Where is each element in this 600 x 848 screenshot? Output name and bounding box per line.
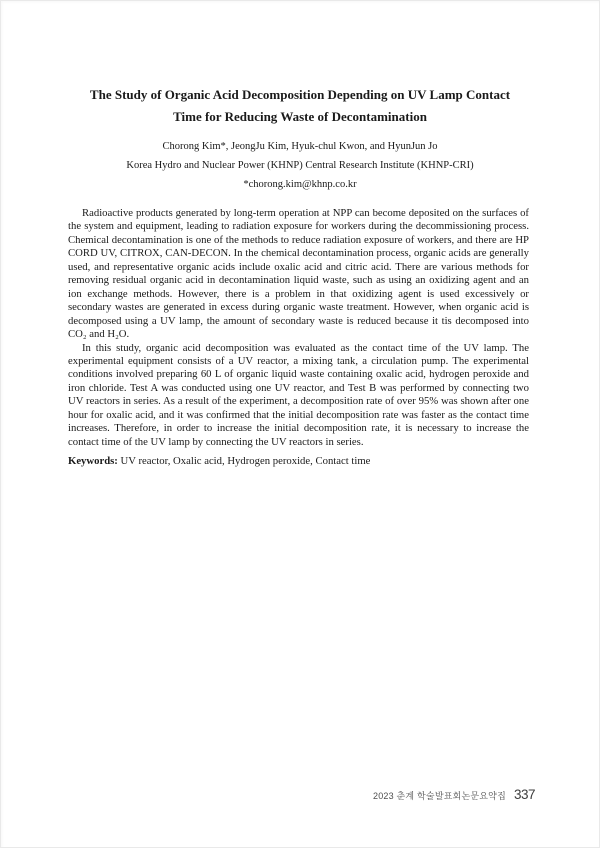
keywords-line bbox=[68, 455, 529, 468]
affiliation-line: Korea Hydro and Nuclear Power (KHNP) Central Research Institute (KHNP-CRI) bbox=[126, 160, 474, 171]
paper-title-line-2: Time for Reducing Waste of Decontamination bbox=[173, 109, 427, 124]
footer-page-number: 337 bbox=[513, 787, 535, 802]
abstract-body bbox=[68, 207, 529, 449]
authors-line: Chorong Kim*, JeongJu Kim, Hyuk-chul Kwon, and HyunJun Jo bbox=[162, 141, 438, 152]
keywords-label: Keywords: bbox=[68, 455, 118, 467]
page-footer bbox=[373, 787, 535, 802]
paper-title-line-1: The Study of Organic Acid Decomposition Depending on UV Lamp Contact bbox=[89, 87, 511, 102]
abstract-paragraph-2: In this study, organic acid decomposition was evaluated as the contact time of the UV lamp. The experimental equipment consists of a UV reactor, a mixing tank, a circulation pump. The experimental conditions involved preparing 60 L of organic liquid waste containing oxalic acid, hydrogen peroxide and iron chloride. Test A was conducted using one UV reactor, and Test B was performed by connecting two UV reactors in series. As a result of the experiment, a decomposition rate of over 95% was shown after one hour for oxalic acid, and it was confirmed that the initial decomposition rate was faster as the contact time increases. Therefore, in order to increase the initial decomposition rate, it is necessary to increase the contact time of the UV lamp by connecting the UV reactors in series. bbox=[68, 341, 529, 448]
abstract-paragraph-1: Radioactive products generated by long-term operation at NPP can become deposited on the surfaces of the system and equipment, leading to radiation exposure for workers during the decommissioning process. Chemical decontamination is one of the methods to reduce radiation exposure of workers, and there are HP CORD UV, CITROX, CAN-DECON. In the chemical decontamination process, organic acids are generally used, and representative organic acids include oxalic acid and citric acid. There are various methods for removing residual organic acid in decontamination liquid waste, such as using an oxidizing agent and an ion exchange methods. However, there is a problem in that oxidizing agent is used excessively or secondary wastes are generated in excess during organic waste treatment. However, when organic acid is decomposed using a UV lamp, the amount of secondary waste is reduced because it tis decomposed into CO₂ and H₂O. bbox=[68, 207, 529, 341]
paper-header-meta bbox=[0, 137, 600, 194]
paper-title bbox=[45, 84, 555, 128]
keywords-text: UV reactor, Oxalic acid, Hydrogen peroxide, Contact time bbox=[117, 455, 371, 467]
corresponding-email: *chorong.kim@khnp.co.kr bbox=[243, 179, 357, 190]
footer-journal-title: 2023 춘계 학술발표회논문요약집 bbox=[373, 791, 506, 801]
